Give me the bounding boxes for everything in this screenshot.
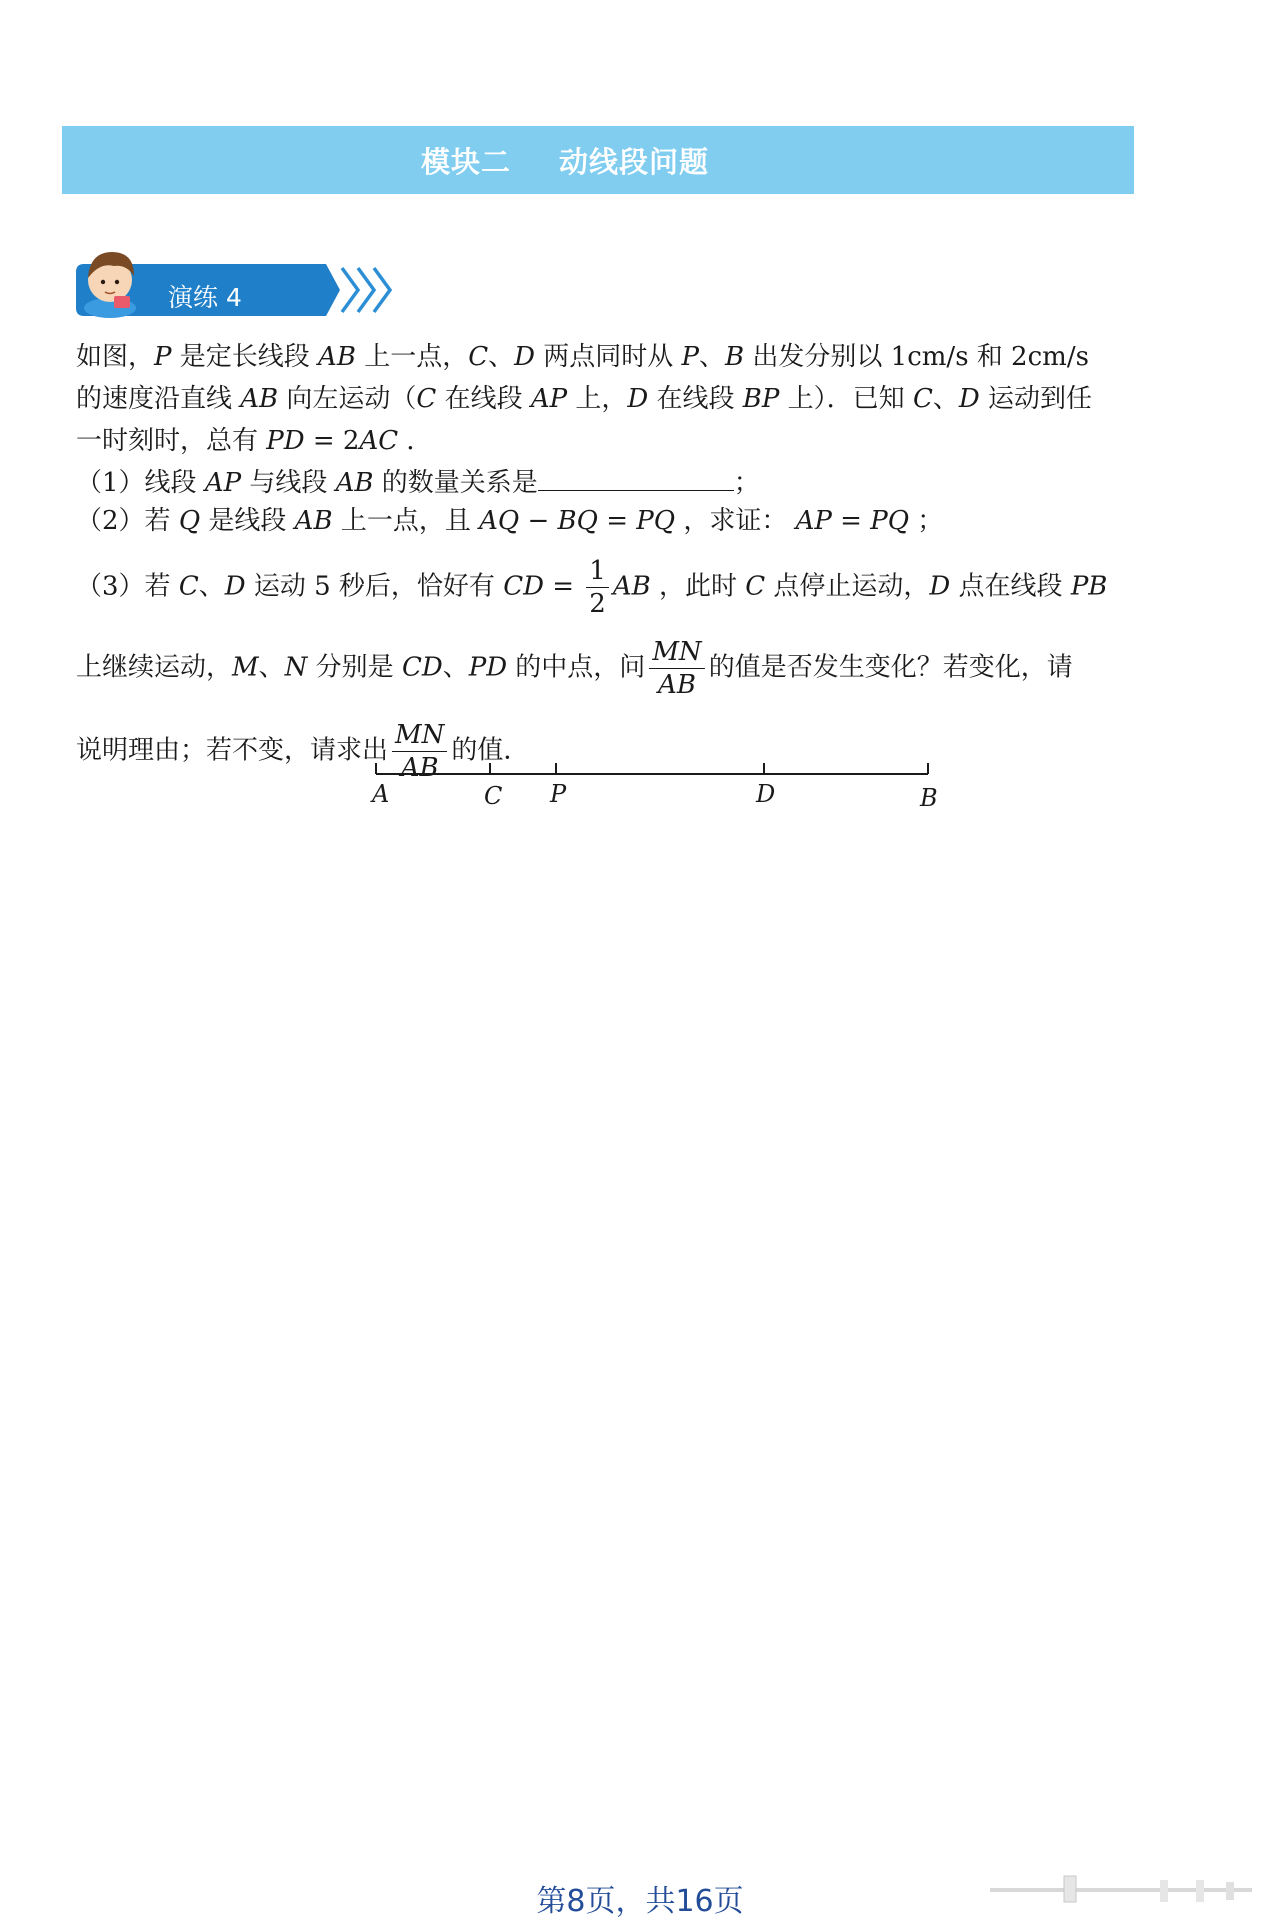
exercise-tag-graphic <box>74 240 414 320</box>
label-c: C <box>484 782 503 810</box>
problem-intro-line-3: 一时刻时，总有 PD = 2AC ． <box>76 426 433 456</box>
label-b: B <box>920 784 938 812</box>
segment-diagram <box>370 760 950 820</box>
question-1: （1）线段 AP 与线段 AB 的数量关系是 ； <box>76 468 760 498</box>
label-p: P <box>550 780 567 808</box>
exercise-tag <box>74 240 414 320</box>
question-3-line-1: （3）若 C、D 运动 5 秒后，恰好有 CD = $\frac{1}{2}$ AB ，此时 C 点停止运动，D 点在线段 PB <box>76 556 1108 619</box>
answer-blank[interactable] <box>538 468 734 491</box>
problem-intro-line-1: 如图，P 是定长线段 AB 上一点，C、D 两点同时从 P、B 出发分别以 1cm/s 和 2cm/s <box>76 342 1089 372</box>
module-title-topic: 动线段问题 <box>559 144 710 179</box>
fraction-one-half: $\frac{1}{2}$ <box>586 558 609 617</box>
scrollbar-icon <box>990 1872 1260 1908</box>
question-3-line-3: 说明理由；若不变，请求出 $\frac{MN}{AB}$ 的值． <box>76 720 530 783</box>
module-banner <box>62 126 1134 194</box>
fraction-mn-over-ab: $\frac{MN}{AB}$ <box>649 639 704 698</box>
question-3-line-2: 上继续运动，M、N 分别是 CD、PD 的中点，问 $\frac{MN}{AB}$ 的值是否发生变化？若变化，请 <box>76 637 1073 700</box>
exercise-label: 演练 4 <box>168 283 242 312</box>
label-d: D <box>756 780 776 808</box>
student-cartoon-icon <box>84 252 136 318</box>
problem-intro-line-2: 的速度沿直线 AB 向左运动（C 在线段 AP 上，D 在线段 BP 上）．已知 C、D 运动到任 <box>76 384 1092 414</box>
module-title <box>421 140 709 181</box>
page-number: 第8页，共16页 <box>536 1884 744 1919</box>
fraction-mn-over-ab-2: $\frac{MN}{AB}$ <box>392 722 447 781</box>
module-title-number: 模块二 <box>420 144 511 179</box>
question-2: （2）若 Q 是线段 AB 上一点，且 AQ − BQ = PQ ，求证： AP = PQ ； <box>76 506 944 536</box>
problem-text <box>76 336 1116 781</box>
label-a: A <box>372 780 390 808</box>
segment-figure <box>370 760 950 820</box>
